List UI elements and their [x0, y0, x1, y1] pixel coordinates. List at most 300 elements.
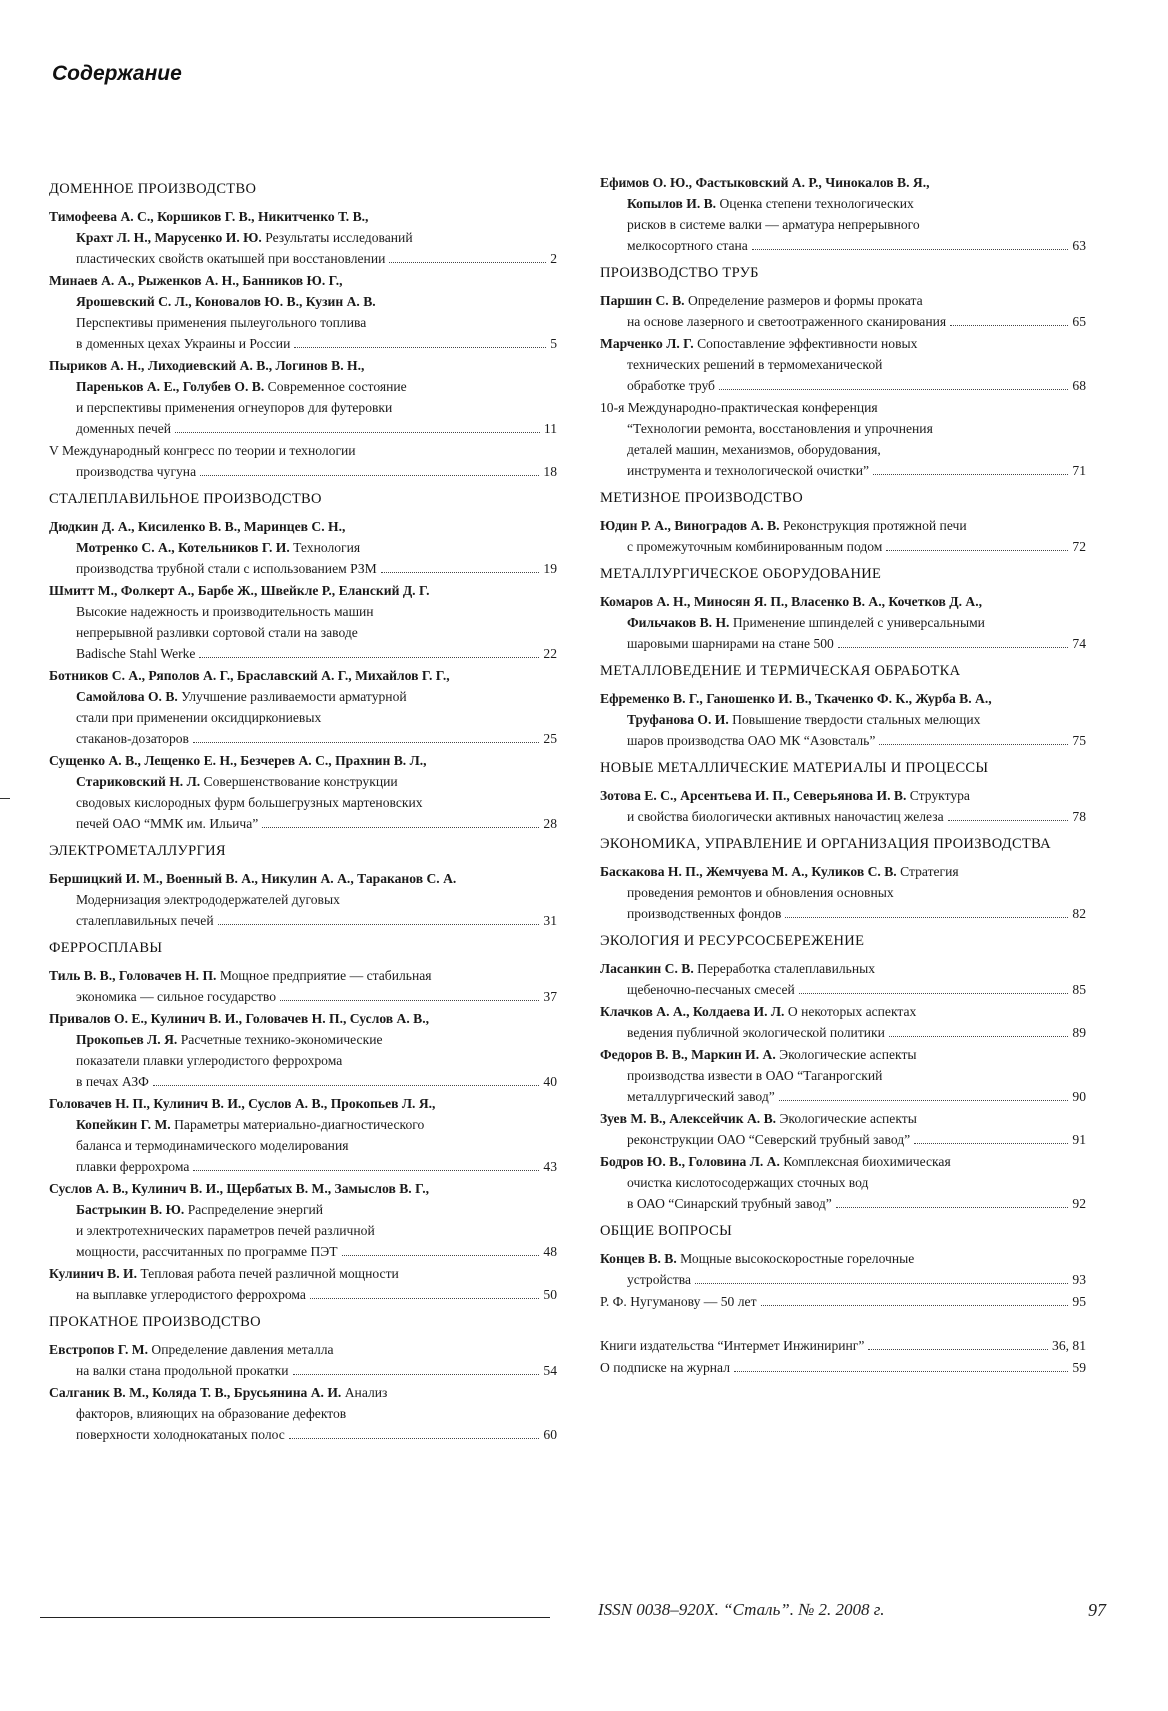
toc-section	[600, 1313, 1086, 1378]
toc-line-text	[600, 1335, 864, 1356]
dot-leader	[200, 475, 539, 476]
entry-title: показатели плавки углеродистого феррохрома	[76, 1053, 343, 1068]
entry-title: Экологические аспекты	[776, 1111, 917, 1126]
toc-line	[600, 418, 1086, 439]
dot-leader	[779, 1100, 1069, 1101]
toc-line	[600, 172, 1086, 193]
entry-page-number[interactable]: 18	[543, 464, 557, 479]
toc-line-text	[49, 273, 343, 288]
toc-line-text	[600, 293, 923, 308]
toc-section	[600, 834, 1086, 924]
toc-line-text	[76, 1156, 189, 1177]
entry-authors: Копейкин Г. М.	[76, 1117, 171, 1132]
dot-leader	[761, 1305, 1069, 1306]
toc-line-text	[49, 871, 456, 886]
toc-line	[49, 1241, 557, 1262]
toc-line	[49, 1220, 557, 1241]
entry-title: Перспективы применения пылеугольного топлива	[76, 315, 367, 330]
section-title: ЭКОНОМИКА, УПРАВЛЕНИЕ И ОРГАНИЗАЦИЯ ПРОИЗВОДСТВА	[600, 836, 1051, 852]
entry-page-number[interactable]: 72	[1072, 539, 1086, 554]
entry-authors: Бастрыкин В. Ю.	[76, 1202, 185, 1217]
entry-title: мощности, рассчитанных по программе ПЭТ	[76, 1244, 338, 1259]
toc-line	[600, 1001, 1086, 1022]
entry-page-number[interactable]: 37	[543, 989, 557, 1004]
toc-line	[49, 580, 557, 601]
entry-authors: Пареньков А. Е., Голубев О. В.	[76, 379, 265, 394]
toc-entry	[600, 1151, 1086, 1214]
toc-line-text	[627, 806, 944, 827]
entry-authors: Тимофеева А. С., Коршиков Г. В., Никитченко Т. В.,	[49, 209, 369, 224]
section-title: ЭЛЕКТРОМЕТАЛЛУРГИЯ	[49, 843, 226, 859]
toc-line-text	[49, 1181, 429, 1196]
entry-authors: Пыриков А. Н., Лиходиевский А. В., Логинов В. Н.,	[49, 358, 365, 373]
toc-line-text	[627, 633, 834, 654]
entry-authors: Мотренко С. А., Котельников Г. И.	[76, 540, 290, 555]
entry-title: производства извести в ОАО “Таганрогский	[627, 1068, 883, 1083]
entry-title: в ОАО “Синарский трубный завод”	[627, 1196, 832, 1211]
toc-line-text	[627, 885, 894, 900]
dot-leader	[695, 1283, 1068, 1284]
entry-title: Современное состояние	[264, 379, 407, 394]
toc-line	[600, 1291, 1086, 1312]
entry-title: устройства	[627, 1272, 692, 1287]
entry-title: экономика — сильное государство	[76, 989, 277, 1004]
entry-authors: Прокопьев Л. Я.	[76, 1032, 178, 1047]
entry-title: Модернизация электрододержателей дуговых	[76, 892, 340, 907]
toc-line-text	[76, 315, 366, 330]
entry-title: Улучшение разливаемости арматурной	[177, 689, 407, 704]
entry-title: Высокие надежность и производительность машин	[76, 604, 374, 619]
entry-page-number[interactable]: 50	[543, 1287, 557, 1302]
entry-title: производственных фондов	[627, 906, 782, 921]
entry-page-number[interactable]: 22	[543, 646, 557, 661]
toc-line	[49, 291, 557, 312]
section-title: СТАЛЕПЛАВИЛЬНОЕ ПРОИЗВОДСТВО	[49, 491, 322, 507]
toc-line	[49, 1403, 557, 1424]
toc-line	[600, 375, 1086, 396]
entry-title: Распределение энергий	[184, 1202, 324, 1217]
toc-section	[49, 489, 557, 834]
toc-line	[600, 591, 1086, 612]
entry-authors: Самойлова О. В.	[76, 689, 178, 704]
dot-leader	[868, 1349, 1048, 1350]
toc-line	[49, 355, 557, 376]
toc-line	[49, 1284, 557, 1305]
dot-leader	[752, 249, 1069, 250]
entry-authors: Концев В. В.	[600, 1251, 677, 1266]
toc-line-text	[76, 604, 374, 619]
toc-line-text	[600, 864, 959, 879]
toc-line-text	[76, 1360, 289, 1381]
toc-line-text	[76, 1406, 346, 1421]
entry-authors: Юдин Р. А., Виноградов А. В.	[600, 518, 780, 533]
entry-title: непрерывной разливки сортовой стали на заводе	[76, 625, 358, 640]
toc-line	[49, 965, 557, 986]
dot-leader	[289, 1438, 540, 1439]
entry-title: Расчетные технико-экономические	[177, 1032, 383, 1047]
entry-authors: Зотова Е. С., Арсентьева И. П., Северьянова И. В.	[600, 788, 907, 803]
entry-title: поверхности холоднокатаных полос	[76, 1427, 285, 1442]
toc-line	[49, 686, 557, 707]
entry-authors: Копылов И. В.	[627, 196, 717, 211]
entry-title: 10-я Международно-практическая конференция	[600, 400, 878, 415]
entry-authors: Дюдкин Д. А., Кисиленко В. В., Маринцев С. Н.,	[49, 519, 346, 534]
toc-line-text	[76, 1071, 149, 1092]
entry-page-number[interactable]: 59	[1072, 1360, 1086, 1375]
toc-line	[49, 461, 557, 482]
dot-leader	[199, 657, 539, 658]
entry-page-number[interactable]: 19	[543, 561, 557, 576]
footer-page-number: 97	[1088, 1600, 1106, 1620]
section-title: МЕТИЗНОЕ ПРОИЗВОДСТВО	[600, 490, 803, 506]
toc-line	[600, 882, 1086, 903]
toc-line-text	[76, 910, 214, 931]
toc-line-text	[76, 728, 189, 749]
entry-page-number[interactable]: 78	[1072, 809, 1086, 824]
entry-title: очистка кислотосодержащих сточных вод	[627, 1175, 869, 1190]
toc-line-text	[600, 518, 967, 533]
toc-line-text	[600, 1111, 917, 1126]
entry-page-number[interactable]: 11	[543, 421, 557, 436]
toc-line	[600, 1193, 1086, 1214]
entry-title: в доменных цехах Украины и России	[76, 336, 291, 351]
toc-line-text	[76, 418, 171, 439]
entry-authors: Федоров В. В., Маркин И. А.	[600, 1047, 776, 1062]
entry-title: производства чугуна	[76, 464, 197, 479]
toc-entry	[600, 785, 1086, 827]
entry-page-number[interactable]: 71	[1072, 463, 1086, 478]
entry-title: “Технологии ремонта, восстановления и упрочнения	[627, 421, 933, 436]
toc-line-text	[49, 1266, 399, 1281]
toc-entry	[49, 665, 557, 749]
toc-column-right	[600, 172, 1086, 1379]
toc-line-text	[76, 400, 392, 415]
toc-entry	[600, 861, 1086, 924]
toc-entry	[600, 1291, 1086, 1312]
entry-title: Р. Ф. Нугуманову — 50 лет	[600, 1294, 757, 1309]
entry-authors: Ефимов О. Ю., Фастыковский А. Р., Чинокалов В. Я.,	[600, 175, 930, 190]
entry-page-number[interactable]: 90	[1072, 1089, 1086, 1104]
entry-page-number[interactable]: 89	[1072, 1025, 1086, 1040]
dot-leader	[153, 1085, 540, 1086]
entry-authors: Привалов О. Е., Кулинич В. И., Головачев Н. П., Суслов А. В.,	[49, 1011, 429, 1026]
entry-title: Анализ	[341, 1385, 388, 1400]
entry-authors: Минаев А. А., Рыженков А. Н., Банников Ю. Г.,	[49, 273, 343, 288]
toc-line	[600, 1044, 1086, 1065]
toc-entry	[49, 1093, 557, 1177]
toc-line	[600, 1129, 1086, 1150]
dot-leader	[734, 1371, 1068, 1372]
entry-authors: Ботников С. А., Ряполов А. Г., Браславский А. Г., Михайлов Г. Г.,	[49, 668, 450, 683]
toc-entry	[600, 172, 1086, 256]
toc-line	[49, 397, 557, 418]
entry-page-number[interactable]: 5	[550, 336, 557, 351]
toc-line	[49, 418, 557, 439]
toc-line-text	[76, 774, 398, 789]
toc-section	[49, 938, 557, 1305]
toc-line	[49, 1114, 557, 1135]
section-title: ПРОИЗВОДСТВО ТРУБ	[600, 265, 759, 281]
toc-line	[49, 792, 557, 813]
toc-entry	[49, 1382, 557, 1445]
entry-authors: Головачев Н. П., Кулинич В. И., Суслов А. В., Прокопьев Л. Я.,	[49, 1096, 436, 1111]
entry-title: металлургический завод”	[627, 1089, 775, 1104]
toc-section	[600, 172, 1086, 256]
entry-title: деталей машин, механизмов, оборудования,	[627, 442, 881, 457]
toc-line	[49, 910, 557, 931]
entry-page-number[interactable]: 36, 81	[1052, 1338, 1086, 1353]
entry-title: Применение шпинделей с универсальными	[729, 615, 985, 630]
toc-line	[600, 235, 1086, 256]
toc-line-text	[76, 248, 385, 269]
toc-line	[49, 1008, 557, 1029]
entry-page-number[interactable]: 95	[1072, 1294, 1086, 1309]
toc-line	[600, 958, 1086, 979]
entry-page-number[interactable]: 91	[1072, 1132, 1086, 1147]
toc-section	[600, 564, 1086, 654]
toc-line	[600, 709, 1086, 730]
entry-title: Параметры материально-диагностического	[170, 1117, 425, 1132]
toc-entry	[49, 355, 557, 439]
toc-line-text	[76, 643, 195, 664]
entry-title: инструмента и технологической очистки”	[627, 463, 870, 478]
toc-line-text	[49, 668, 450, 683]
toc-line	[49, 601, 557, 622]
entry-title: плавки феррохрома	[76, 1159, 190, 1174]
section-title: ДОМЕННОЕ ПРОИЗВОДСТВО	[49, 181, 257, 197]
entry-title: Оценка степени технологических	[716, 196, 914, 211]
toc-line	[600, 612, 1086, 633]
entry-title: Книги издательства “Интермет Инжиниринг”	[600, 1338, 865, 1353]
section-title: МЕТАЛЛОВЕДЕНИЕ И ТЕРМИЧЕСКАЯ ОБРАБОТКА	[600, 663, 961, 679]
entry-title: щебеночно-песчаных смесей	[627, 982, 795, 997]
toc-line-text	[49, 519, 345, 534]
toc-line-text	[627, 1022, 885, 1043]
entry-title: V Международный конгресс по теории и технологии	[49, 443, 356, 458]
toc-entry	[600, 515, 1086, 557]
toc-line-text	[627, 442, 881, 457]
dot-leader	[310, 1298, 539, 1299]
entry-title: Комплексная биохимическая	[779, 1154, 951, 1169]
toc-entry	[600, 1357, 1086, 1378]
dot-leader	[218, 924, 540, 925]
toc-line	[600, 1022, 1086, 1043]
dot-leader	[785, 917, 1068, 918]
entry-title: и электротехнических параметров печей различной	[76, 1223, 375, 1238]
toc-line-text	[600, 1291, 757, 1312]
toc-line-text	[600, 594, 982, 609]
toc-line	[600, 290, 1086, 311]
toc-line-text	[627, 536, 882, 557]
entry-authors: Комаров А. Н., Миносян Я. П., Власенко В. А., Кочетков Д. А.,	[600, 594, 983, 609]
entry-title: стали при применении оксидциркониевых	[76, 710, 322, 725]
entry-authors: Ярошевский С. Л., Коновалов Ю. В., Кузин А. В.	[76, 294, 376, 309]
entry-authors: Шмитт М., Фолкерт А., Барбе Ж., Швейкле Р., Еланский Д. Г.	[49, 583, 430, 598]
toc-line-text	[76, 540, 360, 555]
toc-line	[600, 1065, 1086, 1086]
toc-line-text	[627, 1269, 691, 1290]
toc-line	[600, 806, 1086, 827]
toc-line	[49, 986, 557, 1007]
toc-line	[49, 1093, 557, 1114]
toc-entry	[49, 270, 557, 354]
entry-title: шаров производства ОАО МК “Азовсталь”	[627, 733, 876, 748]
toc-line	[49, 750, 557, 771]
toc-entry	[49, 1339, 557, 1381]
toc-line	[600, 1108, 1086, 1129]
entry-page-number[interactable]: 82	[1072, 906, 1086, 921]
entry-authors: Паршин С. В.	[600, 293, 685, 308]
entry-page-number[interactable]: 43	[543, 1159, 557, 1174]
toc-line	[49, 1071, 557, 1092]
toc-line	[49, 558, 557, 579]
toc-entry	[49, 1008, 557, 1092]
entry-title: сводовых кислородных фурм большегрузных мартеновских	[76, 795, 423, 810]
entry-title: баланса и термодинамического моделирования	[76, 1138, 349, 1153]
toc-line-text	[627, 615, 985, 630]
dot-leader	[873, 474, 1068, 475]
entry-authors: Бершицкий И. М., Военный В. А., Никулин А. А., Тараканов С. А.	[49, 871, 457, 886]
entry-title: Стратегия	[896, 864, 959, 879]
toc-line	[49, 333, 557, 354]
entry-authors: Бодров Ю. В., Головина Л. А.	[600, 1154, 780, 1169]
section-title: ПРОКАТНОЕ ПРОИЗВОДСТВО	[49, 1314, 261, 1330]
entry-page-number[interactable]: 74	[1072, 636, 1086, 651]
entry-page-number[interactable]: 65	[1072, 314, 1086, 329]
section-title: НОВЫЕ МЕТАЛЛИЧЕСКИЕ МАТЕРИАЛЫ И ПРОЦЕССЫ	[600, 760, 989, 776]
dot-leader	[293, 1374, 540, 1375]
toc-line-text	[49, 583, 429, 598]
toc-line	[600, 979, 1086, 1000]
entry-page-number[interactable]: 48	[543, 1244, 557, 1259]
toc-line-text	[76, 986, 276, 1007]
toc-line	[600, 1086, 1086, 1107]
toc-entry	[49, 206, 557, 269]
entry-page-number[interactable]: 31	[543, 913, 557, 928]
toc-line-text	[49, 1385, 387, 1400]
toc-entry	[600, 290, 1086, 332]
toc-line	[49, 1263, 557, 1284]
toc-line-text	[76, 1223, 375, 1238]
toc-line-text	[76, 1138, 349, 1153]
toc-line	[49, 1339, 557, 1360]
toc-line	[49, 248, 557, 269]
entry-title: О некоторых аспектах	[784, 1004, 917, 1019]
toc-line	[600, 460, 1086, 481]
toc-line	[49, 813, 557, 834]
entry-page-number[interactable]: 93	[1072, 1272, 1086, 1287]
dot-leader	[280, 1000, 539, 1001]
toc-line-text	[49, 443, 356, 458]
entry-authors: Суслов А. В., Кулинич В. И., Щербатых В. М., Замыслов В. Г.,	[49, 1181, 430, 1196]
entry-title: Сопоставление эффективности новых	[693, 336, 918, 351]
entry-page-number[interactable]: 25	[543, 731, 557, 746]
entry-title: сталеплавильных печей	[76, 913, 214, 928]
toc-line-text	[600, 691, 992, 706]
toc-line	[49, 312, 557, 333]
toc-line-text	[600, 336, 917, 351]
toc-line-text	[600, 175, 930, 190]
toc-entry	[49, 1178, 557, 1262]
entry-title: на основе лазерного и светоотраженного сканирования	[627, 314, 947, 329]
entry-authors: Баскакова Н. П., Жемчуева М. А., Куликов С. В.	[600, 864, 897, 879]
dot-leader	[262, 827, 539, 828]
entry-title: Технология	[289, 540, 361, 555]
entry-authors: Тиль В. В., Головачев Н. П.	[49, 968, 217, 983]
entry-authors: Кулинич В. И.	[49, 1266, 138, 1281]
toc-entry	[49, 516, 557, 579]
toc-line-text	[627, 460, 869, 481]
entry-page-number[interactable]: 60	[543, 1427, 557, 1442]
entry-page-number[interactable]: 85	[1072, 982, 1086, 997]
entry-title: Экологические аспекты	[775, 1047, 917, 1062]
entry-authors: Евстропов Г. М.	[49, 1342, 148, 1357]
dot-leader	[879, 744, 1068, 745]
toc-entry	[600, 1108, 1086, 1150]
entry-title: О подписке на журнал	[600, 1360, 730, 1375]
entry-page-number[interactable]: 54	[543, 1363, 557, 1378]
entry-title: и перспективы применения огнеупоров для футеровки	[76, 400, 393, 415]
toc-entry	[600, 1001, 1086, 1043]
dot-leader	[950, 325, 1068, 326]
entry-page-number[interactable]: 75	[1072, 733, 1086, 748]
toc-entry	[600, 688, 1086, 751]
entry-page-number[interactable]: 63	[1072, 238, 1086, 253]
toc-line	[600, 1172, 1086, 1193]
toc-line-text	[76, 333, 290, 354]
toc-line-text	[49, 1011, 429, 1026]
toc-line	[49, 1178, 557, 1199]
entry-page-number[interactable]: 40	[543, 1074, 557, 1089]
toc-line-text	[76, 892, 340, 907]
toc-line-text	[627, 421, 933, 436]
toc-line-text	[76, 813, 258, 834]
entry-title: Совершенствование конструкции	[200, 774, 398, 789]
toc-line-text	[76, 1117, 424, 1132]
toc-line-text	[627, 1086, 775, 1107]
toc-line-text	[627, 730, 875, 751]
entry-title: Результаты исследований	[261, 230, 413, 245]
entry-title: с промежуточным комбинированным подом	[627, 539, 883, 554]
entry-title: производства трубной стали с использованием РЗМ	[76, 561, 377, 576]
entry-page-number[interactable]: 68	[1072, 378, 1086, 393]
section-title: ОБЩИЕ ВОПРОСЫ	[600, 1223, 733, 1239]
dot-leader	[886, 550, 1068, 551]
toc-line-text	[627, 375, 715, 396]
toc-line-text	[600, 1251, 914, 1266]
toc-line-text	[76, 1284, 306, 1305]
entry-page-number[interactable]: 92	[1072, 1196, 1086, 1211]
entry-authors: Салганик В. М., Коляда Т. В., Брусьянина А. И.	[49, 1385, 342, 1400]
dot-leader	[838, 647, 1069, 648]
toc-line-text	[627, 712, 980, 727]
entry-title: рисков в системе валки — арматура непрерывного	[627, 217, 920, 232]
toc-line-text	[76, 1424, 285, 1445]
page-title: Содержание	[52, 62, 182, 85]
entry-title: Мощные высокоскоростные горелочные	[676, 1251, 915, 1266]
toc-line-text	[627, 1175, 868, 1190]
entry-title: ведения публичной экологической политики	[627, 1025, 885, 1040]
toc-line	[49, 889, 557, 910]
entry-title: и свойства биологически активных наночастиц железа	[627, 809, 944, 824]
toc-line-text	[76, 795, 423, 810]
toc-entry	[600, 958, 1086, 1000]
toc-line	[600, 397, 1086, 418]
dot-leader	[799, 993, 1069, 994]
entry-title: мелкосортного стана	[627, 238, 748, 253]
entry-page-number[interactable]: 28	[543, 816, 557, 831]
entry-page-number[interactable]: 2	[550, 251, 557, 266]
